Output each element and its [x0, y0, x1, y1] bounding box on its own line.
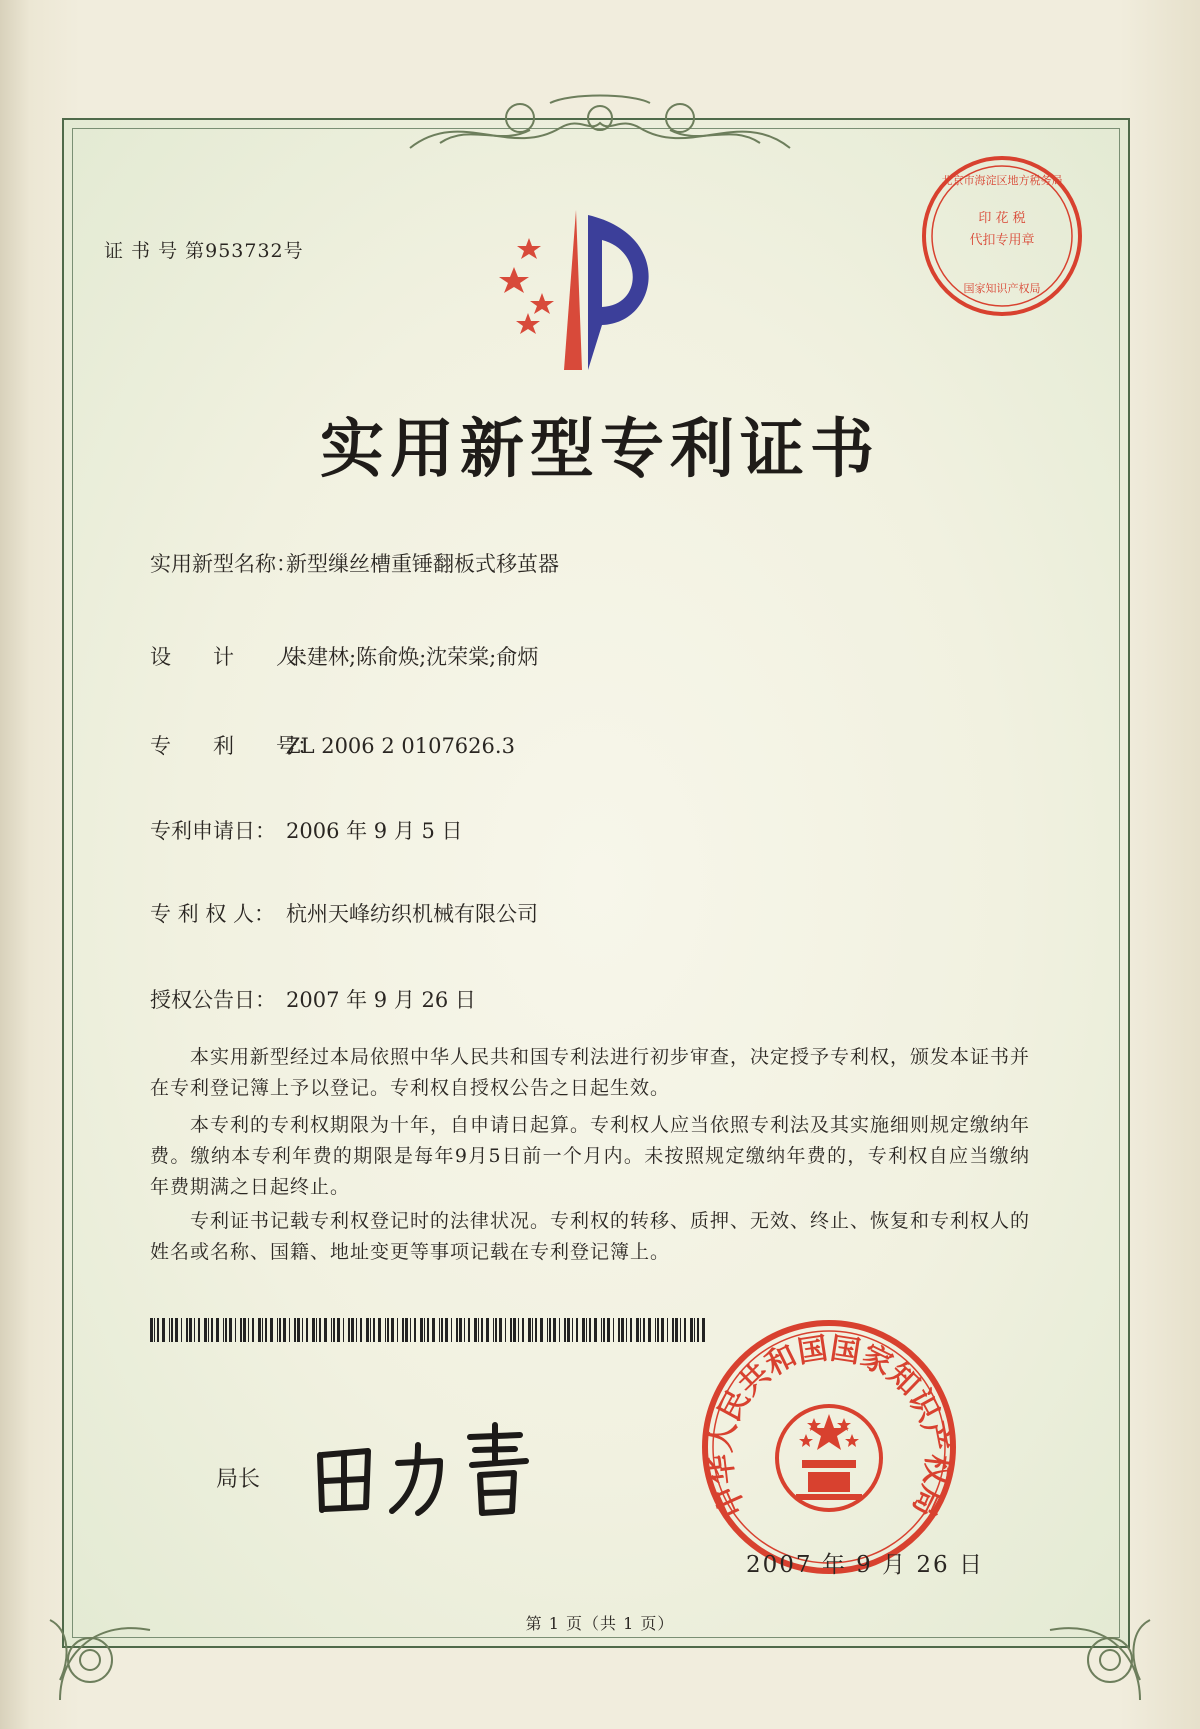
field-label: 实用新型名称：: [150, 552, 297, 576]
director-signature-icon: [300, 1415, 560, 1525]
field-designers: [150, 641, 538, 671]
field-grant-date: [150, 984, 476, 1014]
certificate-number: 证 书 号 第953732号: [104, 240, 304, 262]
field-value: 杭州天峰纺织机械有限公司: [286, 902, 538, 926]
field-label: 专利申请日：: [150, 819, 276, 843]
field-patent-number: [150, 730, 515, 760]
field-label: 专 利 号：: [150, 734, 318, 758]
svg-text:印 花 税: 印 花 税: [978, 211, 1026, 226]
svg-text:北京市海淀区地方税务局: 北京市海淀区地方税务局: [941, 174, 1063, 187]
barcode: [150, 1318, 710, 1342]
national-ip-office-seal-icon: [700, 1318, 958, 1576]
tax-stamp-seal-icon: [918, 152, 1086, 320]
field-label: 专 利 权 人：: [150, 902, 276, 926]
field-label: 授权公告日：: [150, 988, 276, 1012]
field-value: 新型缫丝槽重锤翻板式移茧器: [286, 552, 559, 576]
svg-text:代扣专用章: 代扣专用章: [969, 233, 1035, 248]
seal-text: 中华人民共和国国家知识产权局: [703, 1331, 955, 1522]
svg-text:国家知识产权局: 国家知识产权局: [963, 282, 1041, 295]
field-application-date: [150, 815, 463, 845]
statement-paragraph: 本实用新型经过本局依照中华人民共和国专利法进行初步审查，决定授予专利权，颁发本证书并在专利登记簿上予以登记。专利权自授权公告之日起生效。: [150, 1046, 1031, 1099]
director-label: 局长: [216, 1467, 261, 1492]
statement-paragraph: 本专利的专利权期限为十年，自申请日起算。专利权人应当依照专利法及其实施细则规定缴纳年费。缴纳本专利年费的期限是每年9月5日前一个月内。未按照规定缴纳年费的，专利权自应当缴纳年费期满之日起终止。: [150, 1114, 1031, 1198]
bottom-left-corner-ornament-icon: [40, 1560, 190, 1710]
field-patentee: [150, 898, 538, 928]
field-value: ZL 2006 2 0107626.3: [286, 734, 515, 758]
issue-date: 2007 年 9 月 26 日: [746, 1552, 984, 1578]
bottom-right-corner-ornament-icon: [1010, 1560, 1160, 1710]
top-ornament-icon: [400, 88, 800, 168]
page-number: 第 1 页（共 1 页）: [525, 1614, 675, 1633]
field-utility-model-name: [150, 548, 559, 578]
certificate-title: 实用新型专利证书: [320, 412, 880, 487]
statement-paragraph: 专利证书记载专利权登记时的法律状况。专利权的转移、质押、无效、终止、恢复和专利权人的姓名或名称、国籍、地址变更等事项记载在专利登记簿上。: [150, 1210, 1031, 1263]
field-value: 朱建林;陈俞焕;沈荣棠;俞炳: [286, 645, 539, 669]
patent-office-logo-icon: [484, 205, 684, 375]
field-value: 2006 年 9 月 5 日: [286, 819, 463, 843]
field-value: 2007 年 9 月 26 日: [286, 988, 476, 1012]
field-label: 设 计 人：: [150, 645, 318, 669]
